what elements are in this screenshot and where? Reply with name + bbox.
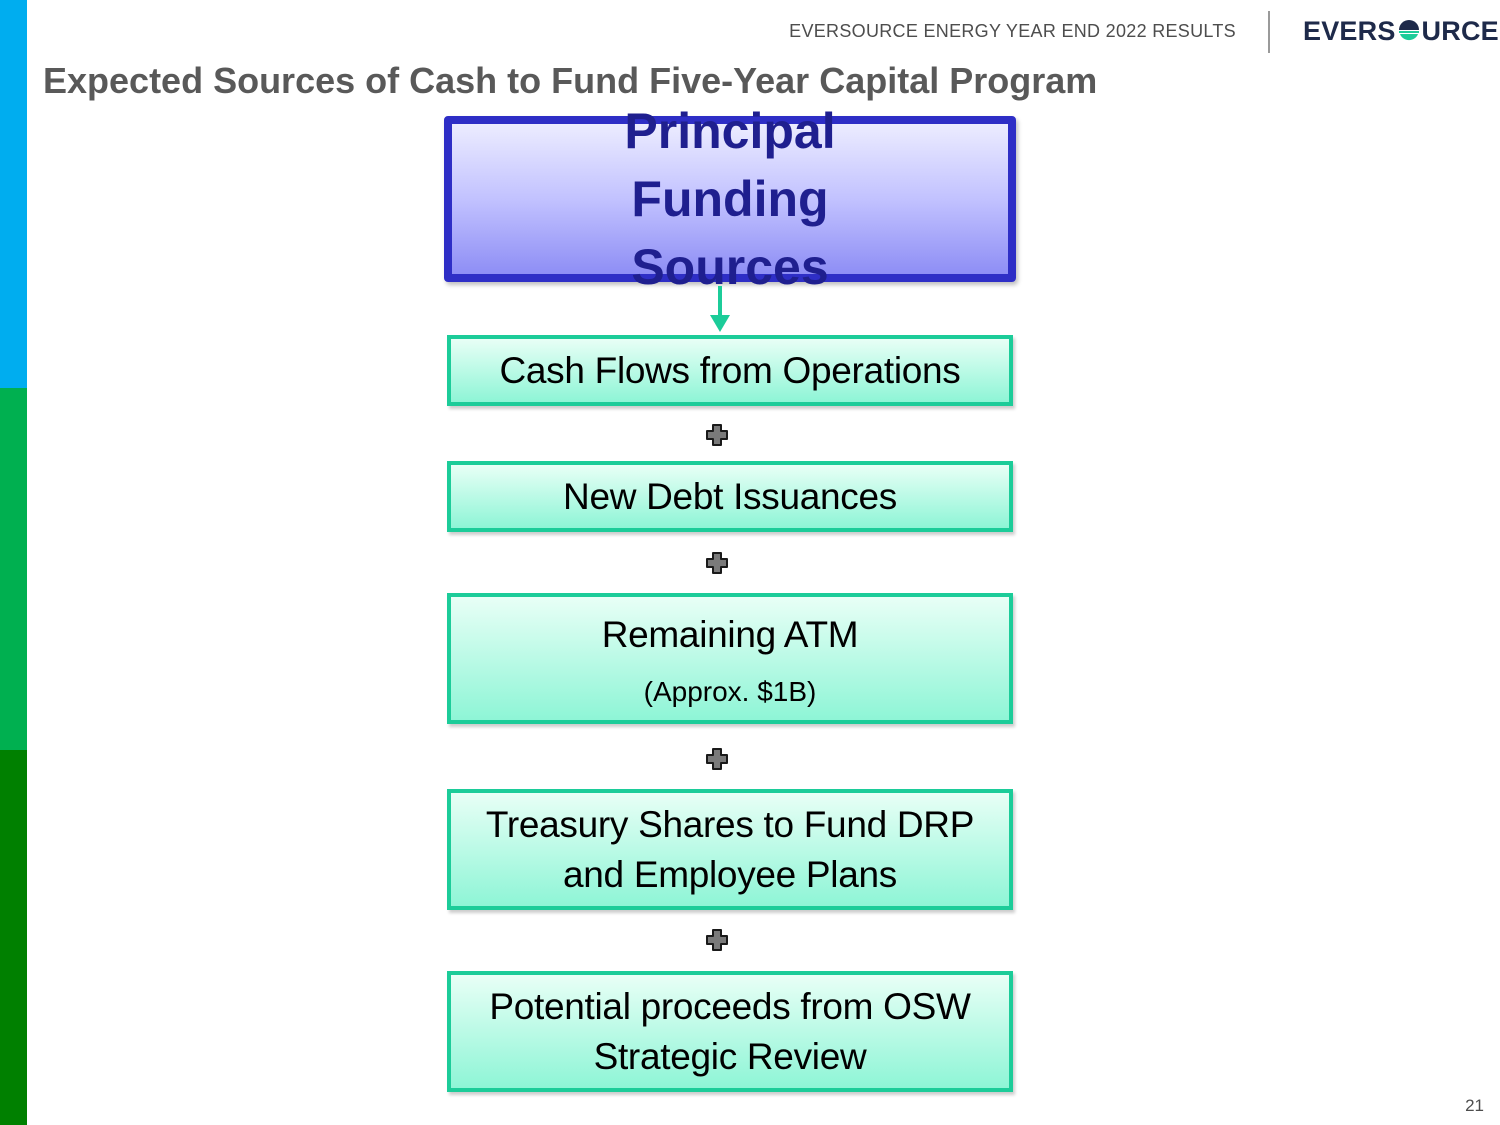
source-label: Potential proceeds from OSW Strategic Review [489,985,971,1077]
logo-o-icon [1397,19,1421,43]
page-title: Expected Sources of Cash to Fund Five-Year Capital Program [43,60,1098,101]
source-box-cash-flows [447,335,1013,406]
source-box-osw-review [447,971,1013,1092]
side-accent-bar-blue [0,0,27,388]
header-divider [1268,11,1270,53]
plus-icon [705,928,729,952]
source-box-new-debt [447,461,1013,532]
source-label: Treasury Shares to Fund DRP and Employee Plans [485,803,975,895]
source-box-remaining-atm [447,593,1013,724]
report-title: EVERSOURCE ENERGY YEAR END 2022 RESULTS [789,21,1236,41]
plus-icon [705,423,729,447]
eversource-logo [1303,14,1499,48]
logo-text-left: EVERS [1303,15,1396,46]
principal-funding-label: Principal Funding Sources [624,103,836,295]
source-label: New Debt Issuances [563,475,897,517]
side-accent-bar-dark-green [0,750,27,1125]
page-number: 21 [1465,1096,1484,1115]
plus-icon [705,747,729,771]
source-label: Cash Flows from Operations [499,349,961,391]
source-box-treasury-shares [447,789,1013,910]
source-sublabel: (Approx. $1B) [643,675,817,707]
side-accent-bar-green [0,388,27,750]
logo-text-right: URCE [1421,15,1499,46]
principal-funding-box [444,103,1016,295]
down-arrow-icon [709,286,731,334]
plus-icon [705,551,729,575]
source-label: Remaining ATM [601,613,859,655]
